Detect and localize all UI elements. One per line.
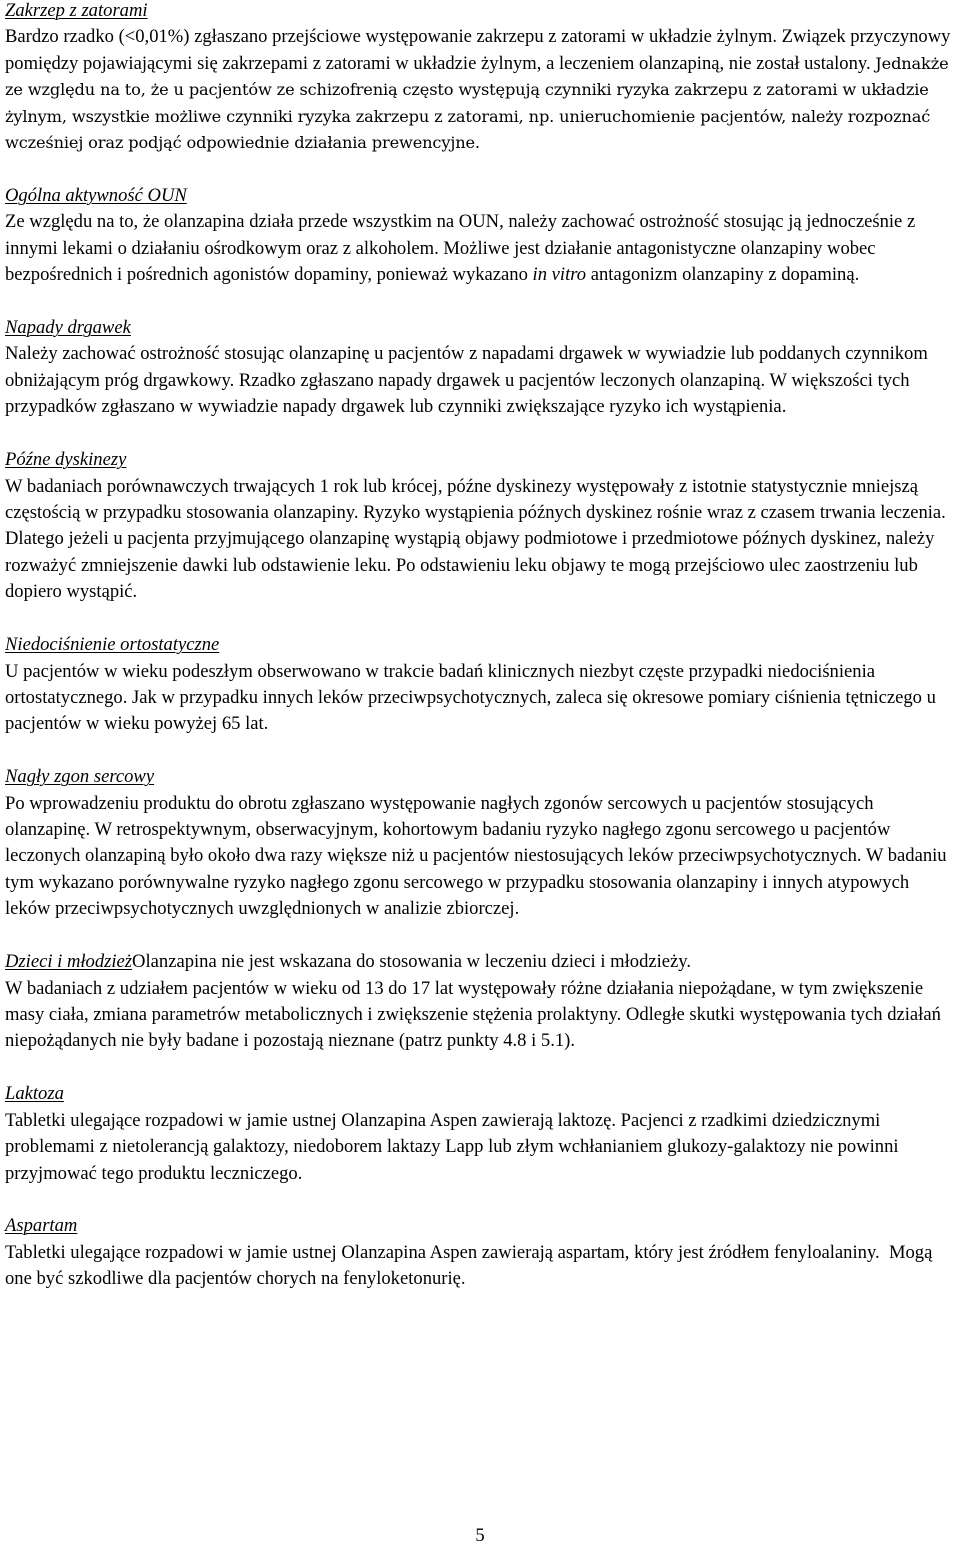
italic-term: in vitro [532, 264, 587, 286]
section-dzieci-mlodziez [5, 949, 957, 1055]
section-body: Należy zachować ostrożność stosując olanzapinę u pacjentów z napadami drgawek w wywiadzie lub poddanych czynnikom obniżającym próg drgawkowy. Rzadko zgłaszano napady drgawek u pacjentów leczonych olanzapiną. W większości tych przypadków zgłaszano w wywiadzie napady drgawek lub czynniki zwiększające ryzyko ich wystąpienia. [5, 343, 928, 418]
section-body: Tabletki ulegające rozpadowi w jamie ustnej Olanzapina Aspen zawierają aspartam, który jest źródłem fenyloalaniny. Mogą one być szkodliwe dla pacjentów chorych na fenyloketonurię. [5, 1241, 938, 1290]
section-body-part: Ze względu na to, że olanzapina działa przede wszystkim na OUN, należy zachować ostrożność stosując ją jednocześnie z innymi lekami o działaniu ośrodkowym oraz z alkoholem. Możliwe jest działanie antagonistyczne olanzapiny wobec bezpośrednich i pośrednich agonistów dopaminy, ponieważ wykazano [5, 211, 916, 286]
section-heading: Późne dyskinezy [5, 449, 127, 471]
section-body: U pacjentów w wieku podeszłym obserwowano w trakcie badań klinicznych niezbyt częste przypadki niedociśnienia ortostatycznego. Jak w przypadku innych leków przeciwpsychotycznych, zaleca się okresowe pomiary ciśnienia tętniczego u pacjentów w wieku powyżej 65 lat. [5, 660, 936, 735]
section-aspartam [5, 1213, 957, 1292]
section-body: W badaniach z udziałem pacjentów w wieku od 13 do 17 lat występowały różne działania niepożądane, w tym zwiększenie masy ciała, zmiana parametrów metabolicznych i zwiększenie stężenia prolaktyny. Odległe skutki występowania tych działań niepożądanych nie były badane i pozostają nieznane (patrz punkty 4.8 i 5.1). [5, 977, 941, 1052]
section-heading: Laktoza [5, 1083, 64, 1105]
section-body-part: antagonizm olanzapiny z dopaminą. [586, 264, 860, 286]
section-body [5, 24, 957, 156]
section-ogolna-aktywnosc [5, 183, 957, 289]
section-heading: Niedociśnienie ortostatyczne [5, 634, 220, 656]
section-heading: Zakrzep z zatorami [5, 0, 148, 21]
section-body: W badaniach porównawczych trwających 1 rok lub krócej, późne dyskinezy występowały z istotnie statystycznie mniejszą częstością w przypadku stosowania olanzapiny. Ryzyko wystąpienia późnych dyskinez rośnie wraz z czasem trwania leczenia. Dlatego jeżeli u pacjenta przyjmującego olanzapinę wystąpią objawy podmiotowe i przedmiotowe późnych dyskinez, należy rozważyć zmniejszenie dawki lub odstawienie leku. Po odstawieniu leku objawy te mogą przejściowo ulec zaostrzeniu lub dopiero wystąpić. [5, 475, 946, 603]
page-number: 5 [475, 1525, 485, 1546]
section-body [5, 949, 957, 975]
section-body-part: Jednakże ze względu na to, że u pacjentów ze schizofrenią często występują czynniki ryzyka zakrzepu z zatorami w układzie żylnym, wszystkie możliwe czynniki ryzyka zakrzepu z zatorami, np. unieruchomienie pacjentów, należy rozpoznać wcześniej oraz podjąć odpowiednie działania prewencyjne. [5, 53, 949, 153]
section-niedocisnienie [5, 632, 957, 738]
section-body: Tabletki ulegające rozpadowi w jamie ustnej Olanzapina Aspen zawierają laktozę. Pacjenci z rzadkimi dziedzicznymi problemami z nietolerancją galaktozy, niedoborem laktazy Lapp lub złym wchłanianiem glukozy-galaktozy nie powinni przyjmować tego produktu leczniczego. [5, 1109, 899, 1184]
section-body: Po wprowadzeniu produktu do obrotu zgłaszano występowanie nagłych zgonów sercowych u pacjentów stosujących olanzapinę. W retrospektywnym, obserwacyjnym, kohortowym badaniu ryzyko nagłego zgonu sercowego u pacjentów leczonych olanzapiną było około dwa razy większe niż u pacjentów niestosujących leków przeciwpsychotycznych. W badaniu tym wykazano porównywalne ryzyko nagłego zgonu sercowego w przypadku stosowania olanzapiny i innych atypowych leków przeciwpsychotycznych uwzględnionych w analizie zbiorczej. [5, 792, 947, 920]
section-heading: Dzieci i młodzież [5, 951, 133, 973]
section-body [5, 209, 957, 288]
section-body-part: Bardzo rzadko (<0,01%) zgłaszano przejściowe występowanie zakrzepu z zatorami w układzie żylnym. Związek przyczynowy pomiędzy pojawiającymi się zakrzepami z zatorami w układzie żylnym, a leczeniem olanzapiną, nie został ustalony. [5, 26, 951, 74]
section-napady-drgawek [5, 315, 957, 421]
section-heading: Nagły zgon sercowy [5, 766, 155, 788]
document-page [5, 0, 957, 1319]
section-nagly-zgon [5, 764, 957, 922]
section-heading: Napady drgawek [5, 317, 131, 339]
section-zakrzep [5, 0, 957, 156]
section-pozne-dyskinezy [5, 447, 957, 605]
section-laktoza [5, 1081, 957, 1187]
section-body-part: Olanzapina nie jest wskazana do stosowania w leczeniu dzieci i młodzieży. [132, 951, 692, 973]
section-heading: Ogólna aktywność OUN [5, 184, 187, 206]
section-heading: Aspartam [5, 1215, 78, 1237]
